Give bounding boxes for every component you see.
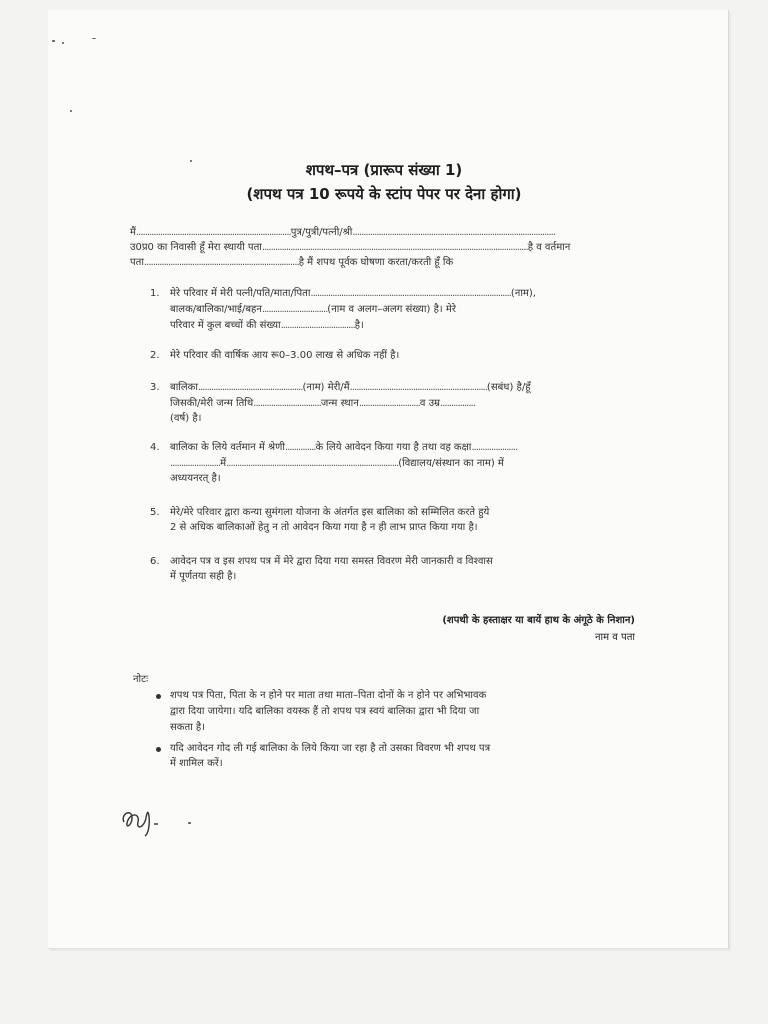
item-6-line-2: में पूर्णतया सही है। (170, 571, 237, 582)
item-1-line-2 (170, 302, 456, 317)
intro-text: मैं (130, 227, 136, 238)
note-2-line-2: में शामिल करें। (170, 758, 223, 769)
scan-speck (52, 40, 55, 42)
intro-line-3 (130, 255, 453, 270)
item-text: बालक/बालिका/भाई/बहन (170, 304, 262, 315)
scan-speck (62, 42, 64, 44)
blank-field: ................................................ (197, 382, 303, 393)
scan-speck (188, 822, 191, 824)
blank-field: ....................... (170, 458, 221, 469)
blank-field: ....................................................................... (143, 257, 299, 268)
note-1-line-3: सकता है। (170, 722, 206, 733)
item-text: जन्म स्थान (320, 398, 359, 409)
item-text: बालिका (170, 382, 198, 393)
intro-line-2 (130, 240, 570, 255)
item-text: के लिये आवेदन किया गया है तथा वह कक्षा (315, 442, 472, 453)
item-text: (सबंध) है/हूँ (486, 382, 531, 393)
item-text: मेरे परिवार में मेरी पत्नी/पति/माता/पिता (170, 288, 311, 299)
item-3-line-2 (170, 396, 475, 411)
item-text: (विद्यालय/संस्थान का नाम) में (398, 458, 504, 469)
item-number: 1. (150, 288, 160, 299)
blank-field: ............................ (358, 398, 420, 409)
item-text: (नाम व अलग–अलग संख्या) है। मेरे (327, 304, 456, 315)
blank-field: ..................... (471, 442, 518, 453)
intro-text: है व वर्तमान (527, 242, 571, 253)
intro-text: पता (130, 257, 144, 268)
item-1-line-3 (170, 318, 364, 333)
item-3-line-1 (170, 380, 531, 395)
note-2-line-1: यदि आवेदन गोद ली गई बालिका के लिये किया जा रहा है तो उसका विवरण भी शपथ पत्र (170, 743, 491, 754)
name-address-label: नाम व पता (594, 632, 635, 643)
intro-text: पुत्र/पुत्री/पत्नी/श्री (290, 227, 353, 238)
item-1-line-1 (170, 286, 536, 301)
item-5-line-1: मेरे/मेरे परिवार द्वारा कन्या सुमंगला योजना के अंतर्गत इस बालिका को सम्मिलित करते हुये (170, 507, 490, 518)
blank-field: ............................................................................... (226, 458, 399, 469)
item-3-line-3: (वर्ष) है। (170, 413, 202, 424)
blank-field: ............................................................... (349, 382, 487, 393)
blank-field: .............. (284, 442, 316, 453)
blank-field: ................ (440, 398, 475, 409)
note-heading: नोटः (133, 674, 149, 685)
item-text: जिसकी/मेरी जन्म तिथि (170, 398, 254, 409)
blank-field: ............................... (253, 398, 321, 409)
item-5-line-2: 2 से अधिक बालिकाओं हेतु न तो आवेदन किया गया है न ही लाभ प्राप्त किया गया है। (170, 522, 478, 533)
handwritten-initial-icon (118, 800, 178, 840)
item-text: (नाम) मेरी/मैं (302, 382, 350, 393)
item-number: 2. (150, 350, 160, 361)
item-text: है। (354, 320, 364, 331)
item-number: 5. (150, 507, 160, 518)
signature-line: (शपथी के हस्ताक्षर या बायें हाथ के अंगूठे के निशान) (442, 615, 635, 626)
scan-speck (92, 38, 96, 39)
item-text: में (220, 458, 227, 469)
item-4-line-1 (170, 440, 517, 455)
item-4-line-3: अध्ययनरत् है। (170, 473, 221, 484)
item-2-text: मेरे परिवार की वार्षिक आय रू0–3.00 लाख से अधिक नहीं है। (170, 350, 400, 361)
blank-field: ............................................................................................ (310, 288, 511, 299)
blank-field: ....................................................................... (135, 227, 291, 238)
item-text: बालिका के लिये वर्तमान में श्रेणी (170, 442, 285, 453)
intro-text: है मैं शपथ पूर्वक घोषणा करता/करती हूँ कि (298, 257, 454, 268)
item-number: 3. (150, 382, 160, 393)
document-title: शपथ–पत्र (प्रारूप संख्या 1) (305, 161, 463, 179)
note-1-line-2: द्वारा दिया जायेगा। यदि बालिका वयस्क हैं तो शपथ पत्र स्वयं बालिका द्वारा भी दिया जा (170, 706, 480, 717)
item-text: व उम्र (419, 398, 441, 409)
item-text: परिवार में कुल बच्चों की संख्या (170, 320, 281, 331)
scan-speck (70, 110, 72, 112)
document-subtitle: (शपथ पत्र 10 रूपये के स्टांप पेपर पर देना होगा) (246, 185, 522, 203)
bullet-icon (156, 694, 161, 699)
blank-field: .......................................................................................................................... (261, 242, 528, 253)
intro-text: उ0प्र0 का निवासी हूँ मेरा स्थायी पता (130, 242, 262, 253)
item-4-line-2 (170, 456, 504, 471)
blank-field: ............................................................................................. (352, 227, 555, 238)
blank-field: .............................. (261, 304, 328, 315)
item-number: 4. (150, 442, 160, 453)
item-text: (नाम), (510, 288, 536, 299)
bullet-icon (156, 747, 161, 752)
item-number: 6. (150, 556, 160, 567)
blank-field: .................................. (280, 320, 355, 331)
note-1-line-1: शपथ पत्र पिता, पिता के न होने पर माता तथा माता–पिता दोनों के न होने पर अभिभावक (170, 690, 487, 701)
intro-line-1 (130, 225, 555, 240)
item-6-line-1: आवेदन पत्र व इस शपथ पत्र में मेरे द्वारा दिया गया समस्त विवरण मेरी जानकारी व विश्वास (170, 556, 493, 567)
